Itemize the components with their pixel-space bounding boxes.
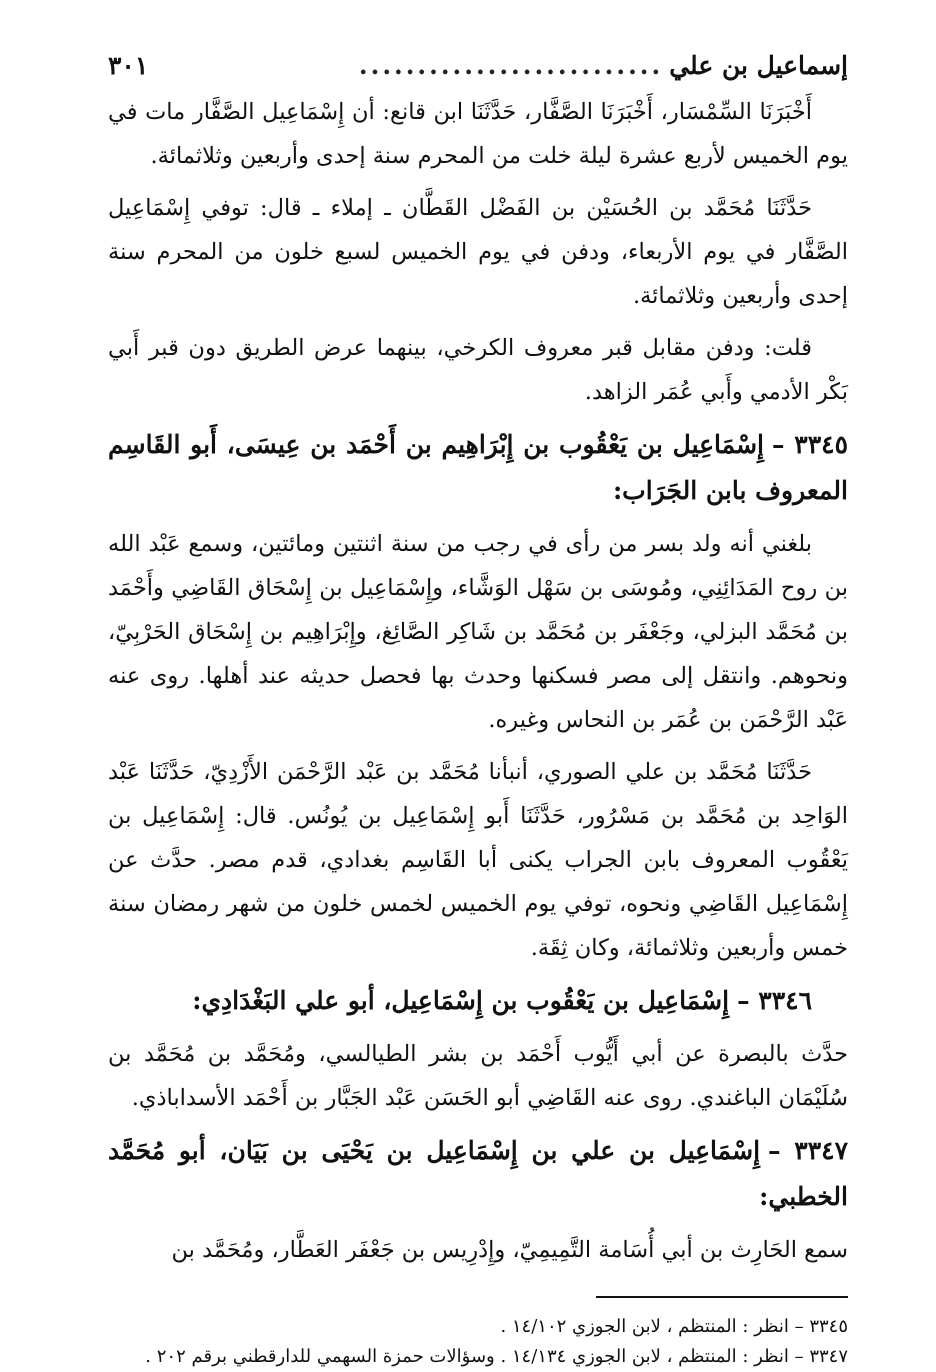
footnote: ٣٣٤٥ – انظر : المنتظم ، لابن الجوزي ١٤/١٠٢ . <box>500 1316 848 1337</box>
running-title: إسماعيل بن علي <box>669 51 848 80</box>
entry-number: ٣٣٤٦ – <box>737 986 812 1015</box>
entry-title <box>108 1128 848 1220</box>
biography-entry-3347 <box>108 1128 848 1272</box>
paragraph: قلت: ودفن مقابل قبر معروف الكرخي، بينهما عرض الطريق دون قبر أَبي بَكْر الأدمي وأَبي عُمَر الزاهد. <box>108 335 848 405</box>
entry-heading: إِسْمَاعِيل بن علي بن إِسْمَاعِيل بن يَحْيَى بن بَيَان، أبو مُحَمَّد الخطبي: <box>108 1136 848 1211</box>
paragraph: بلغني أنه ولد بسر من رأى في رجب من سنة اثنتين ومائتين، وسمع عَبْد الله بن روح المَدَائِنِي، ومُوسَى بن سَهْل الوَشَّاء، وإِسْمَاعِيل بن إِسْحَاق القَاضِي وأَحْمَد بن مُحَمَّد البزلي، وجَعْفَر بن مُحَمَّد بن شَاكِر الصَّائِغ، وإِبْرَاهِيم بن إِسْحَاق الحَرْبِيّ، ونحوهم. وانتقل إلى مصر فسكنها وحدث بها فحصل حديثه عند أهلها. روى عنه عَبْد الرَّحْمَن بن عُمَر بن النحاس وغيره. <box>108 531 848 733</box>
entry-title <box>108 978 848 1024</box>
paragraph: حدَّث بالبصرة عن أبي أَيُّوب أَحْمَد بن بشر الطيالسي، ومُحَمَّد بن مُحَمَّد بن سُلَيْمَان الباغندي. روى عنه القَاضِي أبو الحَسَن عَبْد الجَبَّار بن أَحْمَد الأسداباذي. <box>108 1041 848 1111</box>
entry-number: ٣٣٤٧ – <box>768 1136 848 1165</box>
biography-entry-3345 <box>108 422 848 970</box>
page-body <box>108 90 848 1272</box>
paragraph: سمع الحَارِث بن أبي أُسَامة التَّمِيمِيّ، وإِدْرِيس بن جَعْفَر العَطَّار، ومُحَمَّد بن <box>171 1237 848 1263</box>
page-number: ٣٠١ <box>108 51 149 80</box>
biography-entry-3346 <box>108 978 848 1120</box>
entry-heading: إِسْمَاعِيل بن يَعْقُوب بن إِبْرَاهِيم بن أَحْمَد بن عِيسَى، أَبو القَاسِم المعروف بابن الجَرَاب: <box>108 430 848 505</box>
footnotes <box>108 1312 848 1372</box>
footnote: ٣٣٤٧ – انظر : المنتظم ، لابن الجوزي ١٤/١٣٤ . وسؤالات حمزة السهمي للدارقطني برقم ٢٠٢ . <box>145 1346 848 1367</box>
entry-title <box>108 422 848 514</box>
entry-heading: إِسْمَاعِيل بن يَعْقُوب بن إِسْمَاعِيل، أبو علي البَغْدَادِي: <box>192 986 730 1015</box>
running-header <box>108 42 848 90</box>
entry-number: ٣٣٤٥ – <box>772 430 848 459</box>
paragraph: حَدَّثَنَا مُحَمَّد بن علي الصوري، أنبأنا مُحَمَّد بن عَبْد الرَّحْمَن الأَزْدِيّ، حَدَّثَنَا عَبْد الوَاحِد بن مُحَمَّد بن مَسْرُور، حَدَّثَنَا أَبو إِسْمَاعِيل بن يُونُس. قال: إِسْمَاعِيل بن يَعْقُوب المعروف بابن الجراب يكنى أبا القَاسِم بغدادي، قدم مصر. حدَّث عن إِسْمَاعِيل القَاضِي ونحوه، توفي يوم الخميس لخمس خلون من شهر رمضان سنة خمس وأربعين وثلاثمائة، وكان ثِقَة. <box>108 759 848 961</box>
header-leader-dots: .......................... <box>358 51 664 80</box>
footnote-separator <box>596 1296 848 1298</box>
paragraph: أَخْبَرَنَا السِّمْسَار، أَخْبَرَنَا الصَّفَّار، حَدَّثَنَا ابن قانع: أن إِسْمَاعِيل الصَّفَّار مات في يوم الخميس لأربع عشرة ليلة خلت من المحرم سنة إحدى وأربعين وثلاثمائة. <box>108 99 848 169</box>
paragraph: حَدَّثَنَا مُحَمَّد بن الحُسَيْن بن الفَضْل القَطَّان ـ إملاء ـ قال: توفي إِسْمَاعِيل الصَّفَّار في يوم الأربعاء، ودفن في يوم الخميس لسبع خلون من المحرم سنة إحدى وأربعين وثلاثمائة. <box>108 195 848 309</box>
